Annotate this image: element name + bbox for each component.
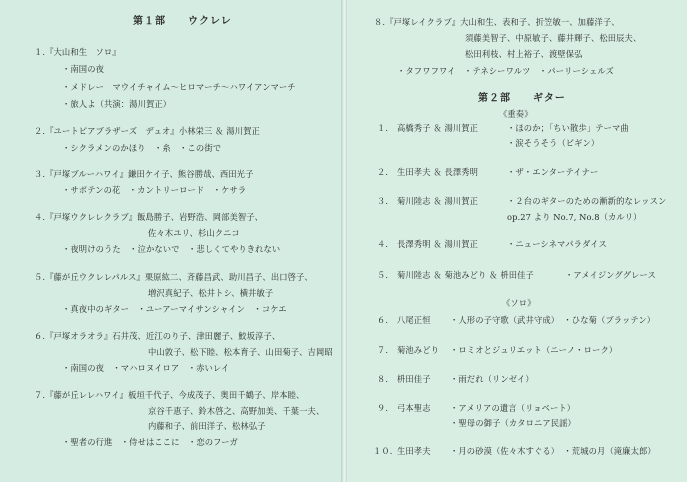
item7-line: 内藤和子、前田洋子、松林弘子 <box>148 421 266 431</box>
duo-piece: ・ニューシネマパラダイス <box>507 239 607 249</box>
solo-performer: 菊池みどり <box>397 345 439 355</box>
duo-piece: ・涙そうそう（ビギン） <box>507 138 600 148</box>
solo-header: 《ソロ》 <box>502 298 536 308</box>
item7-line: 京谷千恵子、鈴木啓之、高野加美、千葉一夫、 <box>148 406 325 416</box>
item6-title: ６.『戸塚オラオラ』石井茂、近江のり子、津田麗子、鮫坂淳子、 <box>34 331 281 341</box>
solo-piece: ・雨だれ（リンゼイ） <box>450 374 534 384</box>
duo-piece: op.27 より No.7, No.8（カルリ） <box>507 212 642 222</box>
item4-line: ・夜明けのうた ・泣かないで ・悲しくてやりきれない <box>62 244 281 254</box>
part2-heading: 第２部 ギター <box>478 93 566 104</box>
duo-piece: ・ザ・エンターテイナー <box>507 167 599 177</box>
solo-performer: 枡田佳子 <box>397 374 431 384</box>
item5-line: 増沢真紀子、松井トシ、横井敏子 <box>148 288 274 298</box>
item1-title: １.『大山和生 ソロ』 <box>34 47 121 57</box>
duo-performers: 高橋秀子 ＆ 湯川賀正 <box>397 123 479 133</box>
item3-line: ・サボテンの花 ・カントリーロード ・ケサラ <box>62 185 247 195</box>
duo-number: ５. <box>377 270 389 280</box>
solo-number: ８. <box>377 374 389 384</box>
duo-performers: 生田孝夫 ＆ 長澤秀明 <box>397 167 479 177</box>
item6-line: 中山敦子、松下睦、松本育子、山田菊子、吉岡昭 <box>148 347 333 357</box>
item1-line: ・メドレー マウイチャイム～ヒロマーチ～ハワイアンマーチ <box>62 82 296 92</box>
solo-piece: ・聖母の御子（カタロニア民謡） <box>450 418 576 428</box>
solo-piece: ・アメリアの遺言（リョベート） <box>450 403 576 413</box>
item1-line: ・南国の夜 <box>62 64 104 74</box>
solo-number: ９. <box>377 403 389 413</box>
duo-piece: ・２台のギターのための漸新的なレッスン <box>507 196 667 206</box>
duo-performers: 菊川陸志 ＆ 湯川賀正 <box>397 196 479 206</box>
solo-piece: ・ロミオとジュリエット（ニーノ・ローク） <box>450 345 618 355</box>
item8-title: ８.『戸塚レイクラブ』大山和生、表和子、折笠敏一、加藤洋子、 <box>374 17 620 27</box>
item3-title: ３.『戸塚ブルーハワイ』鎌田ケイ子、熊谷勝哉、西田光子 <box>34 169 254 179</box>
item1-line: ・旅人よ（共演：湯川賀正） <box>62 99 172 109</box>
solo-piece: ・人形の子守歌（武井守成） ・ひな菊（ブラッテン） <box>450 315 656 325</box>
duo-header: 《重奏》 <box>499 109 533 119</box>
solo-number: ６. <box>377 315 389 325</box>
item2-title: ２.『ユートピアブラザーズ デュオ』小林栄三 ＆ 湯川賀正 <box>34 126 260 136</box>
solo-performer: 八尾正恒 <box>397 315 431 325</box>
item6-line: ・南国の夜 ・マハロヌイロア ・赤いレイ <box>62 363 230 373</box>
item5-title: ５.『藤が丘ウクレレパルス』栗原紘二、斉藤昌武、助川昌子、出口啓子、 <box>34 272 313 282</box>
item8-line: 須藤美智子、中原敏子、藤井輝子、松田辰夫、 <box>465 33 642 43</box>
duo-piece: ・アメイジンググレース <box>565 270 656 280</box>
duo-number: ３. <box>377 196 389 206</box>
item8-line: ・タフワフワイ ・テネシーワルツ ・パーリーシェルズ <box>397 66 614 76</box>
item7-line: ・聖者の行進 ・侍せはここに ・恋のフーガ <box>62 437 238 447</box>
item4-title: ４.『戸塚ウクレレクラブ』飯島勝子、岩野浩、岡部美智子、 <box>34 212 264 222</box>
item7-title: ７.『藤が丘レレハワイ』板垣千代子、今成茂子、奥田千鶴子、岸本睦、 <box>34 390 305 400</box>
duo-number: ４. <box>377 239 389 249</box>
solo-piece: ・月の砂漠（佐々木すぐる） ・荒城の月（滝廉太郎） <box>450 446 656 456</box>
item8-line: 松田利枝、村上裕子、渡壁保弘 <box>465 49 583 59</box>
item5-line: ・真夜中のギター ・ユーアーマイサンシャイン ・コケエ <box>62 304 287 314</box>
item4-line: 佐々木ユリ、杉山クニコ <box>148 228 240 238</box>
solo-number: ７. <box>377 345 389 355</box>
solo-performer: 弓本聖志 <box>397 403 431 413</box>
duo-performers: 菊川陸志 ＆ 菊池みどり ＆ 枡田佳子 <box>397 270 534 280</box>
solo-performer: 生田孝夫 <box>397 446 431 456</box>
left-page <box>0 0 341 482</box>
duo-number: １. <box>377 123 389 133</box>
right-page <box>347 0 687 482</box>
item2-line: ・シクラメンのかほり ・糸 ・この街で <box>62 143 222 153</box>
duo-performers: 長澤秀明 ＆ 湯川賀正 <box>397 239 479 249</box>
solo-number: １０. <box>373 446 393 456</box>
duo-piece: ・ほのか；「ちい散歩」テーマ曲 <box>507 123 629 133</box>
part1-heading: 第１部 ウクレレ <box>133 16 232 27</box>
duo-number: ２. <box>377 167 389 177</box>
